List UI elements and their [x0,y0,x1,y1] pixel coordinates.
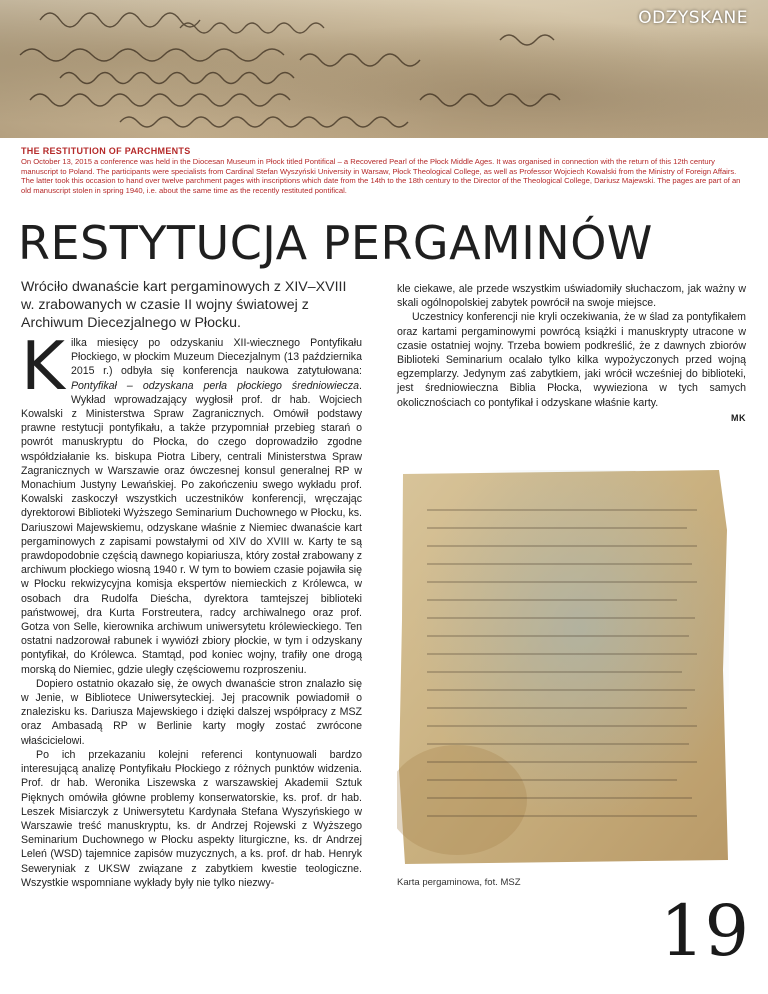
article-paragraph-3: Po ich przekazaniu kolejni referenci kontynuowali bardzo interesującą analizę Pontyfikału Płockiego z różnych punktów widzenia. Prof. dr hab. Weronika Liszewska z warszawskiej Akademii Sztuk Pięknych omówiła główne problemy konserwatorskie, ks. prof. dr hab. Leszek Misiarczyk z Uniwersytetu Kardynała Stefana Wyszyńskiego w Warszawie treść manuskryptu, ks. dr Andrzej Rojewski z Wyższego Seminarium Duchownego w Płocku aspekty liturgiczne, ks. dr Andrzej Leleń (WSD) tajemnice zapisów muzycznych, a ks. prof. dr hab. Henryk Seweryniak z UKSW związane z zabytkiem kwestie teologiczne. Wszystkie wspomniane wykłady były nie tylko niezwy- [21,748,362,889]
conference-title: Pontyfikał – odzyskana perła płockiego średniowiecza [70,379,360,392]
article-paragraph-1 [21,336,362,677]
section-tag: ODZYSKANE [638,8,748,28]
parchment-photo [397,470,729,864]
parchment-image [397,470,729,864]
english-summary-title: THE RESTITUTION OF PARCHMENTS [21,146,191,156]
article-paragraph-4: kle ciekawe, ale przede wszystkim uświadomiły słuchaczom, jak ważny w skali ogólnopolskiej zabytek powrócił na swoje miejsce. [397,283,746,310]
article-column-left [21,336,362,956]
article-column-right [397,282,746,410]
article-lead: Wróciło dwanaście kart pergaminowych z XIV–XVIII w. zrabowanych w czasie II wojny światowej z Archiwum Diecezjalnego w Płocku. [21,279,347,331]
article-title: RESTYTUCJA PERGAMINÓW [18,216,653,270]
english-summary-text: On October 13, 2015 a conference was held in the Diocesan Museum in Płock titled Pontifical – a Recovered Pearl of the Płock Middle Ages. It was organised in connection with the return of this 12th century manuscript to Poland. The participants were specialists from Cardinal Stefan Wyszyński University in Warsaw, Płock Theological College, as well as Professor Wojciech Kowalski from the Ministry of Foreign Affairs. The latter took this occasion to hand over twelve parchment pages with inscriptions which date from the 14th to the 18th century to the Director of the Theological College, Dariusz Majewski. The pages are part of an old manuscript stolen in spring 1940, i.e. about the same time as the recently restituted pontifical. [21,157,741,195]
header-manuscript-banner [0,0,768,138]
page-number: 19 [660,890,750,972]
paragraph-1-start: ilka miesięcy po odzyskaniu XII-wiecznego Pontyfikału Płockiego, w płockim Muzeum Diecezjalnym (13 października 2015 r.) odbyła się konferencja naukowa zatytułowana: [70,337,362,378]
photo-caption: Karta pergaminowa, fot. MSZ [397,877,521,888]
drop-cap: K [21,336,65,405]
article-paragraph-2: Dopiero ostatnio okazało się, że owych dwanaście stron znalazło się w Jenie, w Bibliotece Uniwersyteckiej. Jej pracownik powiadomił o znalezisku ks. Dariusza Majewskiego i dzięki dalszej współpracy z MSZ oraz Ambasadą RP w Berlinie karty mogły zostać zwrócone właścicielowi. [21,677,362,747]
author-signature: MK [731,413,746,423]
paragraph-1-end: . Wykład wprowadzający wygłosił prof. dr hab. Wojciech Kowalski z Ministerstwa Spraw Zagranicznych. Omówił podstawy prawne restytucji pontyfikału, a także przypomniał przebieg starań o powrót manuskryptu do Płocka, do czego doprowadziło zgodne współdziałanie ks. biskupa Piotra Libery, centrali Ministerstwa Spraw Zagranicznych w Warszawie oraz ówczesnej konsul generalnej RP w Monachium Justyny Lewańskiej. Po zakończeniu swego wykładu prof. Kowalski zaskoczył wszystkich uczestników konferencji, wręczając dyrektorowi Biblioteki Wyższego Seminarium Duchownego w Płocku, ks. Dariuszowi Majewskiemu, odzyskane właśnie z Niemiec dwanaście kart pergaminowych z zapisami powstałymi od XIV do XVIII w. Karty te są prawdopodobnie częścią dawnego kopiariusza, który został zrabowany z archiwum płockiego wiosną 1940 r. W tym to bowiem czasie pojawiła się w Płocku rekwizycyjna komisja ekspertów niemieckich z Królewca, w osobach dra Rudolfa Dieścha, dyrektora tamtejszej biblioteki państwowej, dra Kurta Forstreutera, radcy archiwalnego oraz prof. Gotza von Selle, kierownika archiwum uniwersytetu królewieckiego. Ten ostatni nadzorował rabunek i wywiózł zbiory płockie, w tym i odzyskany pontyfikał, do Królewca. Stamtąd, pod koniec wojny, trafiły one drogą morską do Niemiec, gdzie uległy częściowemu rozproszeniu. [21,379,362,676]
article-paragraph-5: Uczestnicy konferencji nie kryli oczekiwania, że w ślad za pontyfikałem oraz kartami pergaminowymi powrócą książki i manuskrypty utracone w czasie ostatniej wojny. Trzeba bowiem podkreślić, że z dawnych zbiorów Biblioteki Seminarium ocalało tylko kilka wypożyczonych przed wojną egzemplarzy. Jedynym zaś zabytkiem, jaki wrócił wcześniej do biblioteki, jest średniowieczna Biblia Płocka, wywieziona w tych samych okolicznościach co pontyfikał i odzyskane właśnie karty. [397,311,746,409]
